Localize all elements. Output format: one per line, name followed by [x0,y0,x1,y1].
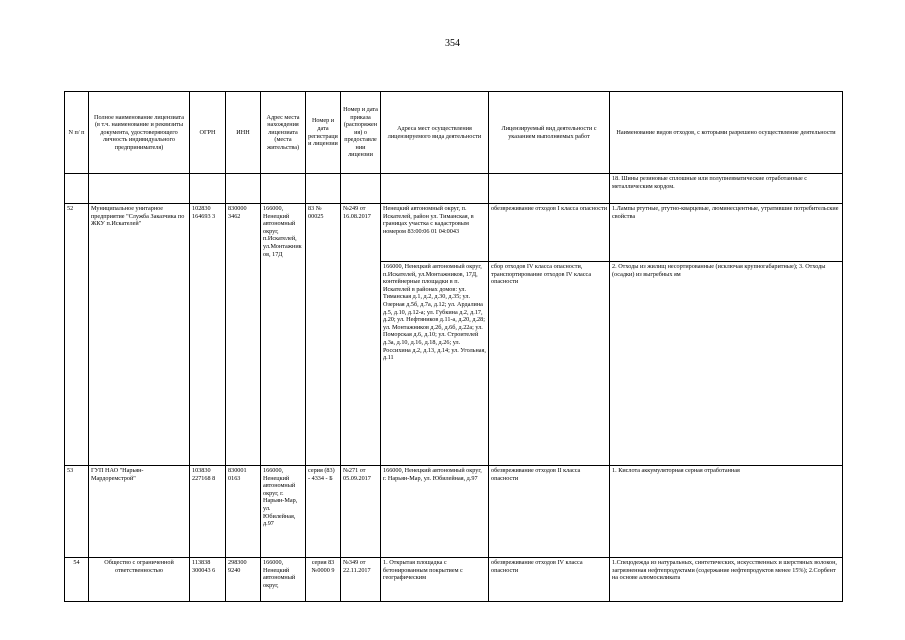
header-licensee-name: Полное наименование лицензиата (в т.ч. наименование и реквизиты документа, удостоверяющего личность индивидуального предпринимателя) [89,92,190,174]
cell-waste-types: 1.Спецодежда из натуральных, синтетических, искусственных и шерстяных волокон, загрязненная нефтепродуктами (содержание нефтепродуктов менее 15%); 2.Сорбент на основе алюмосиликата [610,558,843,602]
cell-empty [306,174,341,204]
header-waste-types: Наименование видов отходов, с которыми разрешено осуществление деятельности [610,92,843,174]
cell-activity-type: обезвреживание отходов II класса опасности [489,466,610,558]
page-number: 354 [445,38,460,49]
cell-inn: 830001 0163 [226,466,261,558]
header-license-number: Номер и дата регистрации лицензии [306,92,341,174]
header-order-number: Номер и дата приказа (распоряжения) о предоставлении лицензии [341,92,381,174]
table-row-continuation [65,174,843,204]
cell-row-number: 54 [65,558,89,602]
cell-empty [89,174,190,204]
cell-order-number: №249 от 16.08.2017 [341,204,381,466]
cell-address: 166000, Ненецкий автономный округ, г. Нарьян-Мар, ул. Юбилейная, д.97 [261,466,306,558]
table-row-53 [65,466,843,558]
cell-license-number: серия 83 №0000 9 [306,558,341,602]
cell-address: 166000, Ненецкий автономный округ, [261,558,306,602]
cell-waste-types: 2. Отходы из жилищ несортированные (исключая крупногабаритные); 3. Отходы (осадки) из выгребных ям [610,262,843,466]
cell-activity-type: обезвреживание отходов I класса опасности [489,204,610,262]
table-row-54 [65,558,843,602]
cell-empty [489,174,610,204]
cell-ogrn: 102830 164693 3 [190,204,226,466]
header-inn: ИНН [226,92,261,174]
cell-empty [226,174,261,204]
cell-waste-continuation: 18. Шины резиновые сплошные или полупневматические отработанные с металлическим кордом. [610,174,843,204]
cell-activity-address: 1. Открытая площадка с бетонированным покрытием с географическим [381,558,489,602]
cell-activity-address: Ненецкий автономный округ, п. Искателей, район ул. Тиманская, в границах участка с кадастровым номером 83:00:06 01 04:0043 [381,204,489,262]
header-num: N п/ п [65,92,89,174]
cell-waste-types: 1. Кислота аккумуляторная серная отработанная [610,466,843,558]
cell-address: 166000, Ненецкий автономный округ, п.Искателей, ул.Монтажников, 17Д [261,204,306,466]
header-activity-type: Лицензируемый вид деятельности с указанием выполняемых работ [489,92,610,174]
header-activity-address: Адреса мест осуществления лицензируемого вида деятельности [381,92,489,174]
cell-license-number: 83 № 00025 [306,204,341,466]
cell-license-number: серия (83) - 4334 - Б [306,466,341,558]
cell-licensee-name: ГУП НАО "Нарьян-Мардоремстрой" [89,466,190,558]
table-header-row [65,92,843,174]
license-registry-table [64,91,843,602]
cell-activity-type: обезвреживание отходов IV класса опасности [489,558,610,602]
cell-ogrn: 113838 300043 6 [190,558,226,602]
cell-licensee-name: Общество с ограниченной ответственностью [89,558,190,602]
cell-order-number: №349 от 22.11.2017 [341,558,381,602]
cell-activity-address: 166000, Ненецкий автономный округ, п.Искателей, ул.Монтажников, 17Д, контейнерные площадки в п. Искателей в районах домов: ул. Тиманская д.1, д.2, д.30, д.35; ул. Озерная д.5б, д.7а, д.12; ул. Ардалина д.5, д.10, д.12-а; ул. Губкина д.2, д.17, д.20; ул. Нефтяников д.11-а, д.20, д.28; ул. Монтажников д.2б, д.6б, д.22а; ул. Поморская д.6, д.10; ул. Строителей д.3а, д.10, д.16, д.18, д.26; ул. Россихина д.2, д.13, д.14; ул. Угольная, д.11 [381,262,489,466]
cell-empty [190,174,226,204]
cell-empty [261,174,306,204]
cell-order-number: №271 от 05.09.2017 [341,466,381,558]
cell-activity-address: 166000, Ненецкий автономный округ, г. Нарьян-Мар, ул. Юбилейная, д.97 [381,466,489,558]
cell-ogrn: 103830 227168 8 [190,466,226,558]
cell-waste-types: 1.Лампы ртутные, ртутно-кварцевые, люминесцентные, утратившие потребительские свойства [610,204,843,262]
cell-row-number: 52 [65,204,89,466]
header-ogrn: ОГРН [190,92,226,174]
cell-empty [341,174,381,204]
cell-empty [65,174,89,204]
cell-licensee-name: Муниципальное унитарное предприятие "Служба Заказчика по ЖКУ п.Искателей" [89,204,190,466]
header-address: Адрес места нахождения лицензиата (места жительства) [261,92,306,174]
cell-empty [381,174,489,204]
cell-activity-type: сбор отходов IV класса опасности, транспортирование отходов IV класса опасности [489,262,610,466]
cell-inn: 830000 3462 [226,204,261,466]
cell-row-number: 53 [65,466,89,558]
cell-inn: 298300 9240 [226,558,261,602]
table-row-52 [65,204,843,262]
